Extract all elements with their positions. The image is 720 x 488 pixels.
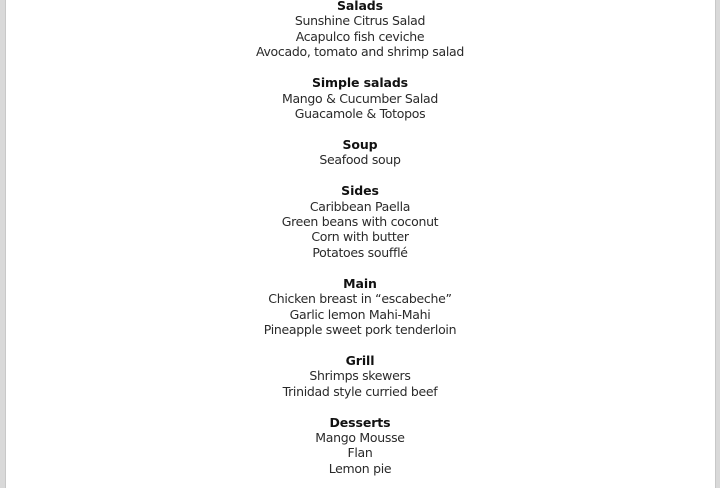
menu-item: Avocado, tomato and shrimp salad: [255, 44, 465, 60]
menu-section-soup: [0, 137, 720, 168]
menu-item: Trinidad style curried beef: [282, 383, 438, 399]
section-title: Grill: [345, 352, 375, 368]
menu-item: Pineapple sweet pork tenderloin: [263, 321, 457, 337]
section-title: Desserts: [329, 414, 391, 430]
menu-item: Caribbean Paella: [309, 198, 411, 214]
menu-item: Garlic lemon Mahi-Mahi: [289, 306, 431, 322]
menu-item: Acapulco fish ceviche: [295, 28, 425, 44]
menu-item: Guacamole & Totopos: [294, 105, 426, 121]
menu-item: Shrimps skewers: [309, 368, 411, 384]
menu-section-salads: [0, 0, 720, 60]
menu-item: Lemon pie: [328, 460, 392, 476]
section-title: Soup: [342, 136, 378, 152]
menu-item: Seafood soup: [319, 152, 401, 168]
menu-item: Chicken breast in “escabeche”: [268, 291, 452, 307]
section-title: Sides: [341, 183, 379, 199]
menu-item: Corn with butter: [311, 229, 409, 245]
section-title: Salads: [337, 0, 383, 13]
menu-section-grill: [0, 353, 720, 399]
menu-item: Sunshine Citrus Salad: [294, 13, 426, 29]
section-title: Simple salads: [311, 75, 409, 91]
menu-section-desserts: [0, 415, 720, 477]
section-title: Main: [343, 275, 377, 291]
menu-section-main: [0, 276, 720, 338]
menu-item: Mango Mousse: [315, 429, 405, 445]
menu-item: Green beans with coconut: [281, 213, 439, 229]
menu-section-simple-salads: [0, 75, 720, 121]
menu-item: Potatoes soufflé: [312, 244, 408, 260]
menu-item: Mango & Cucumber Salad: [281, 90, 439, 106]
menu-section-sides: [0, 183, 720, 260]
menu-item: Flan: [347, 445, 373, 461]
